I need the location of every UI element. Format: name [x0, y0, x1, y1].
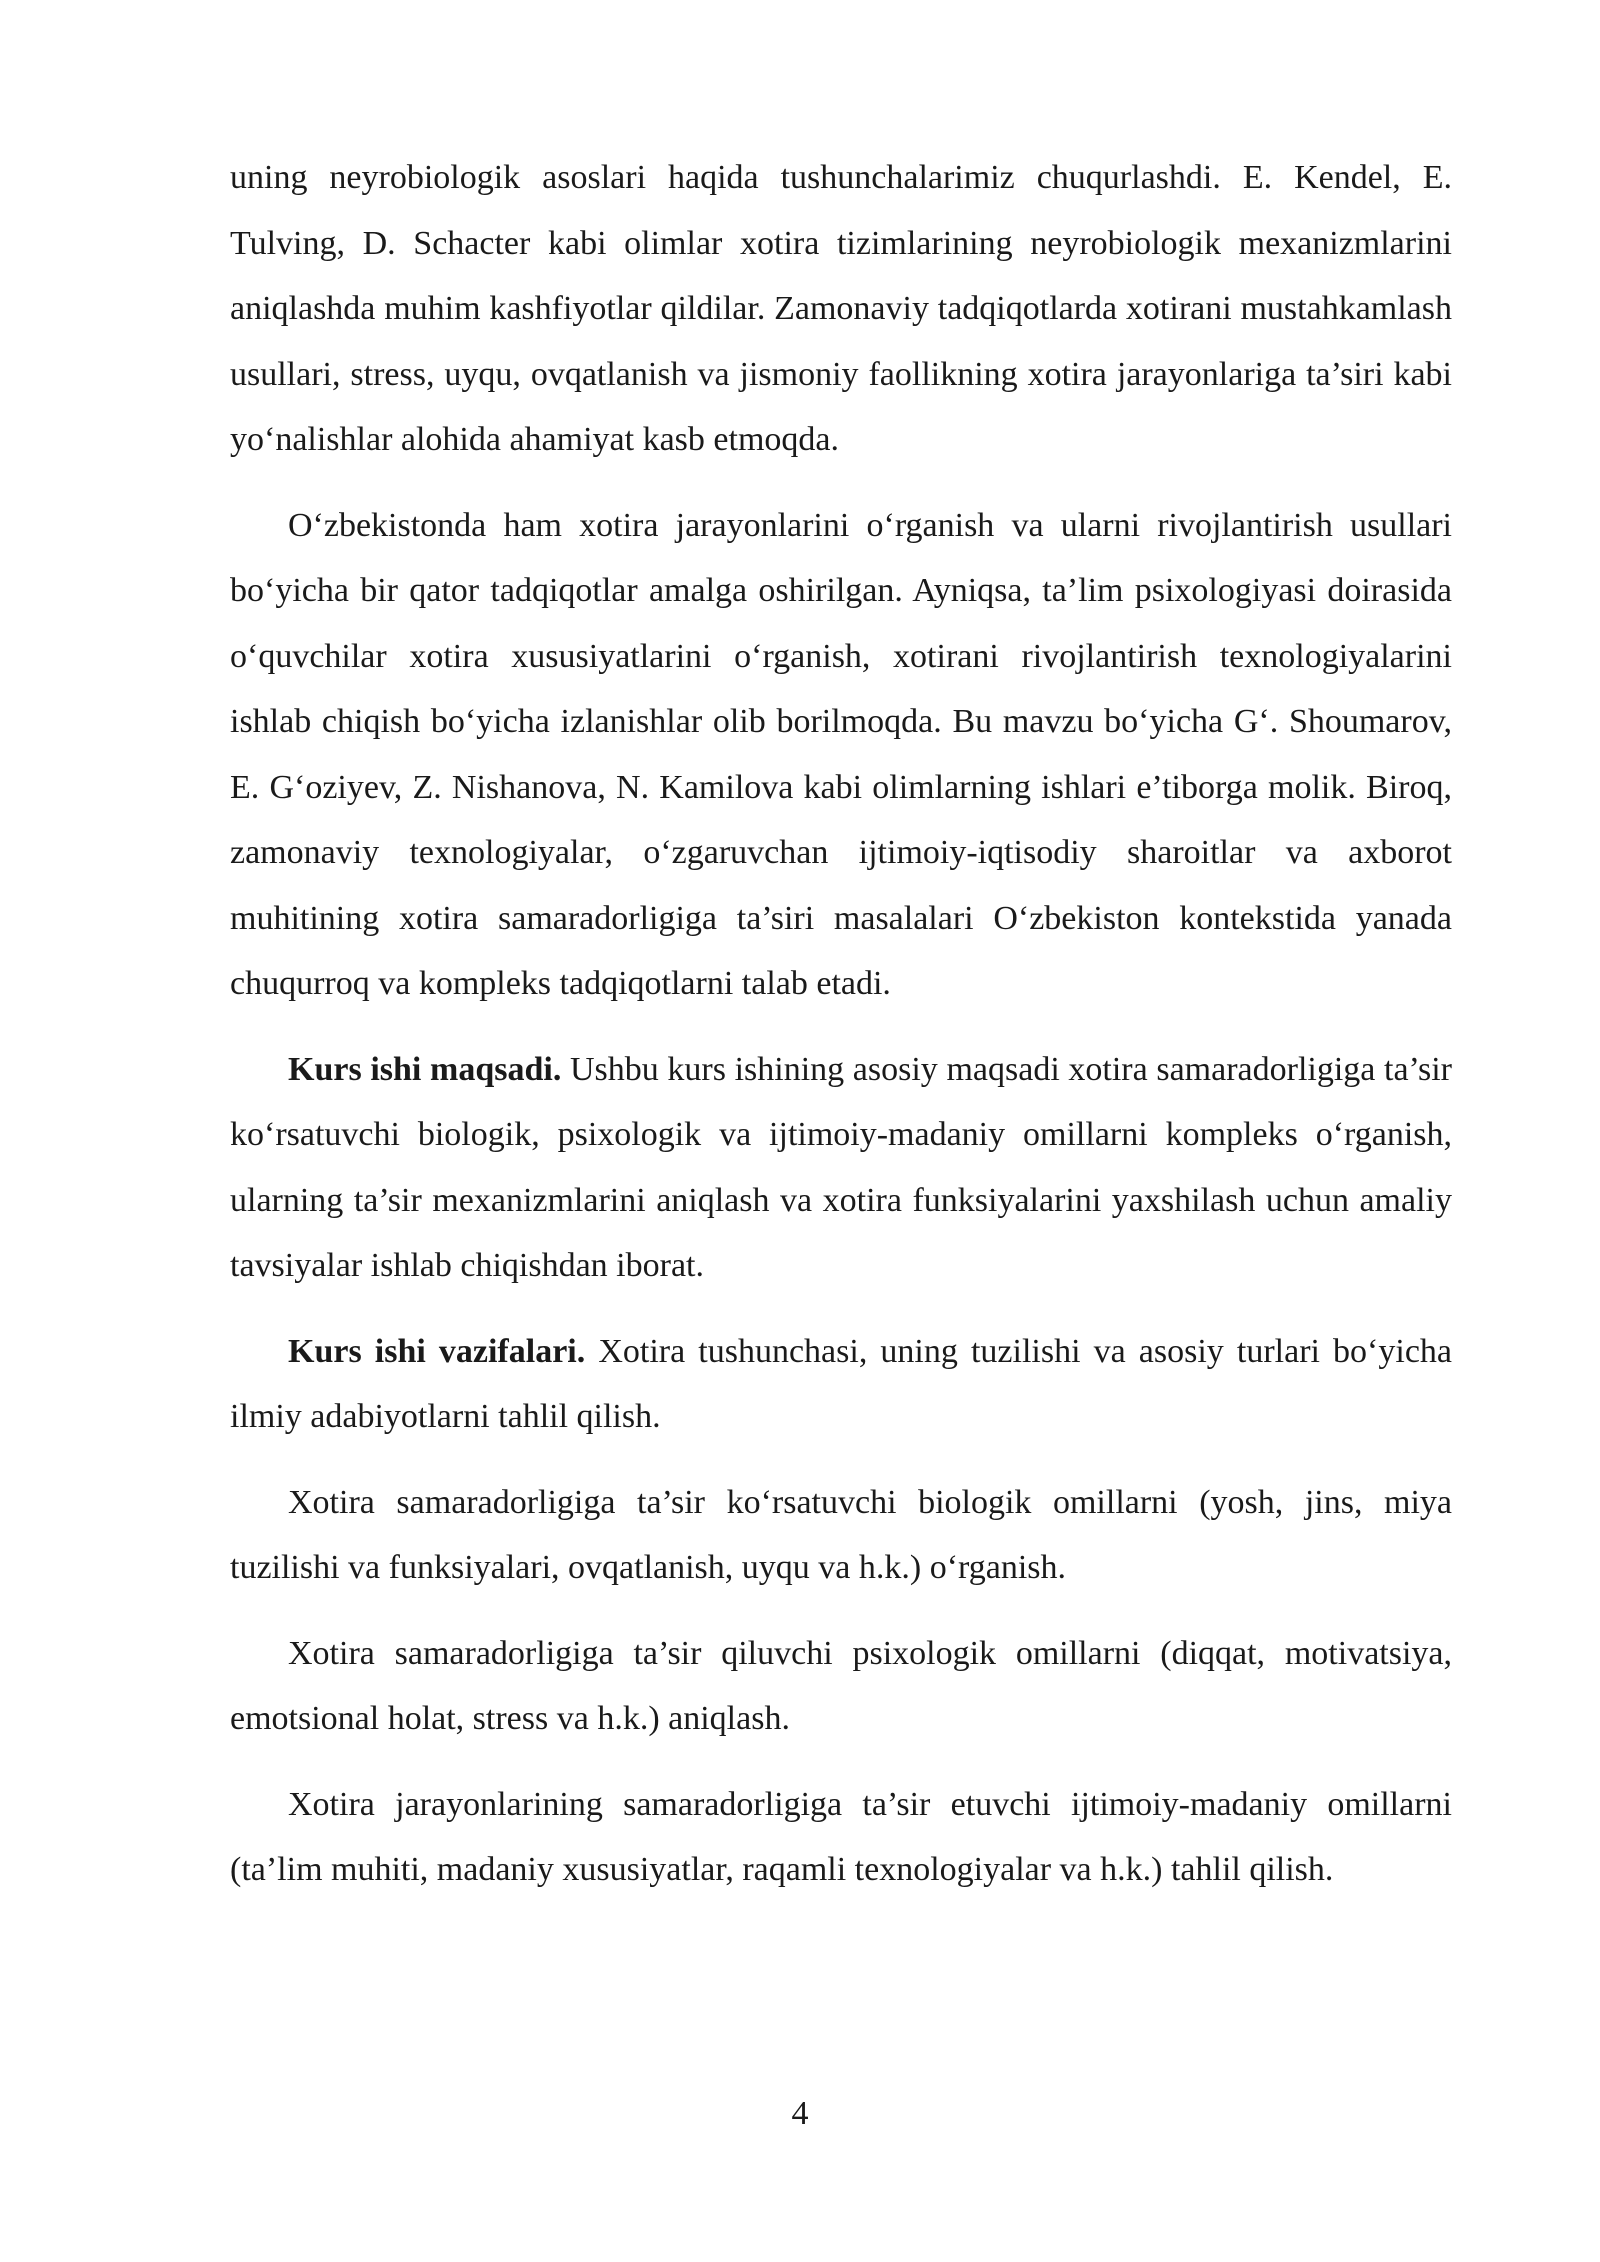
- paragraph-uzbekistan-research: [230, 493, 1452, 1017]
- paragraph-course-tasks: [230, 1319, 1452, 1450]
- paragraph-lead: Kurs ishi maqsadi.: [288, 1050, 562, 1088]
- paragraph-task-psychological: [230, 1621, 1452, 1752]
- paragraph-text: Xotira samaradorligiga ta’sir ko‘rsatuvchi biologik omillarni (yosh, jins, miya tuzilishi va funksiyalari, ovqatlanish, uyqu va h.k.) o‘rganish.: [230, 1483, 1452, 1586]
- paragraph-task-biological: [230, 1470, 1452, 1601]
- paragraph-neurobiology: [230, 145, 1452, 473]
- paragraph-text: Xotira jarayonlarining samaradorligiga ta’sir etuvchi ijtimoiy-madaniy omillarni (ta’lim muhiti, madaniy xususiyatlar, raqamli texnologiyalar va h.k.) tahlil qilish.: [230, 1785, 1452, 1888]
- paragraph-course-goal: [230, 1037, 1452, 1299]
- paragraph-text: O‘zbekistonda ham xotira jarayonlarini o‘rganish va ularni rivojlantirish usullari bo‘yicha bir qator tadqiqotlar amalga oshirilgan. Ayniqsa, ta’lim psixologiyasi doirasida o‘quvchilar xotira xususiyatlarini o‘rganish, xotirani rivojlantirish texnologiyalarini ishlab chiqish bo‘yicha izlanishlar olib borilmoqda. Bu mavzu bo‘yicha G‘. Shoumarov, E. G‘oziyev, Z. Nishanova, N. Kamilova kabi olimlarning ishlari e’tiborga molik. Biroq, zamonaviy texnologiyalar, o‘zgaruvchan ijtimoiy-iqtisodiy sharoitlar va axborot muhitining xotira samaradorligiga ta’siri masalalari O‘zbekiston kontekstida yanada chuqurroq va kompleks tadqiqotlarni talab etadi.: [230, 506, 1452, 1002]
- paragraph-lead: Kurs ishi vazifalari.: [288, 1332, 586, 1370]
- paragraph-text: Ushbu kurs ishining asosiy maqsadi xotira samaradorligiga ta’sir ko‘rsatuvchi biologik, psixologik va ijtimoiy-madaniy omillarni kompleks o‘rganish, ularning ta’sir mexanizmlarini aniqlash va xotira funksiyalarini yaxshilash uchun amaliy tavsiyalar ishlab chiqishdan iborat.: [230, 1050, 1453, 1284]
- paragraph-text: Xotira tushunchasi, uning tuzilishi va asosiy turlari bo‘yicha ilmiy adabiyotlarni tahlil qilish.: [230, 1332, 1452, 1435]
- page-number: 4: [791, 2095, 809, 2132]
- paragraph-text: Xotira samaradorligiga ta’sir qiluvchi psixologik omillarni (diqqat, motivatsiya, emotsional holat, stress va h.k.) aniqlash.: [230, 1634, 1452, 1737]
- paragraph-text: uning neyrobiologik asoslari haqida tushunchalarimiz chuqurlashdi. E. Kendel, E. Tulving, D. Schacter kabi olimlar xotira tizimlarining neyrobiologik mexanizmlarini aniqlashda muhim kashfiyotlar qildilar. Zamonaviy tadqiqotlarda xotirani mustahkamlash usullari, stress, uyqu, ovqatlanish va jismoniy faollikning xotira jarayonlariga ta’siri kabi yo‘nalishlar alohida ahamiyat kasb etmoqda.: [230, 159, 1452, 458]
- document-page: [230, 145, 1452, 1923]
- paragraph-task-sociocultural: [230, 1772, 1452, 1903]
